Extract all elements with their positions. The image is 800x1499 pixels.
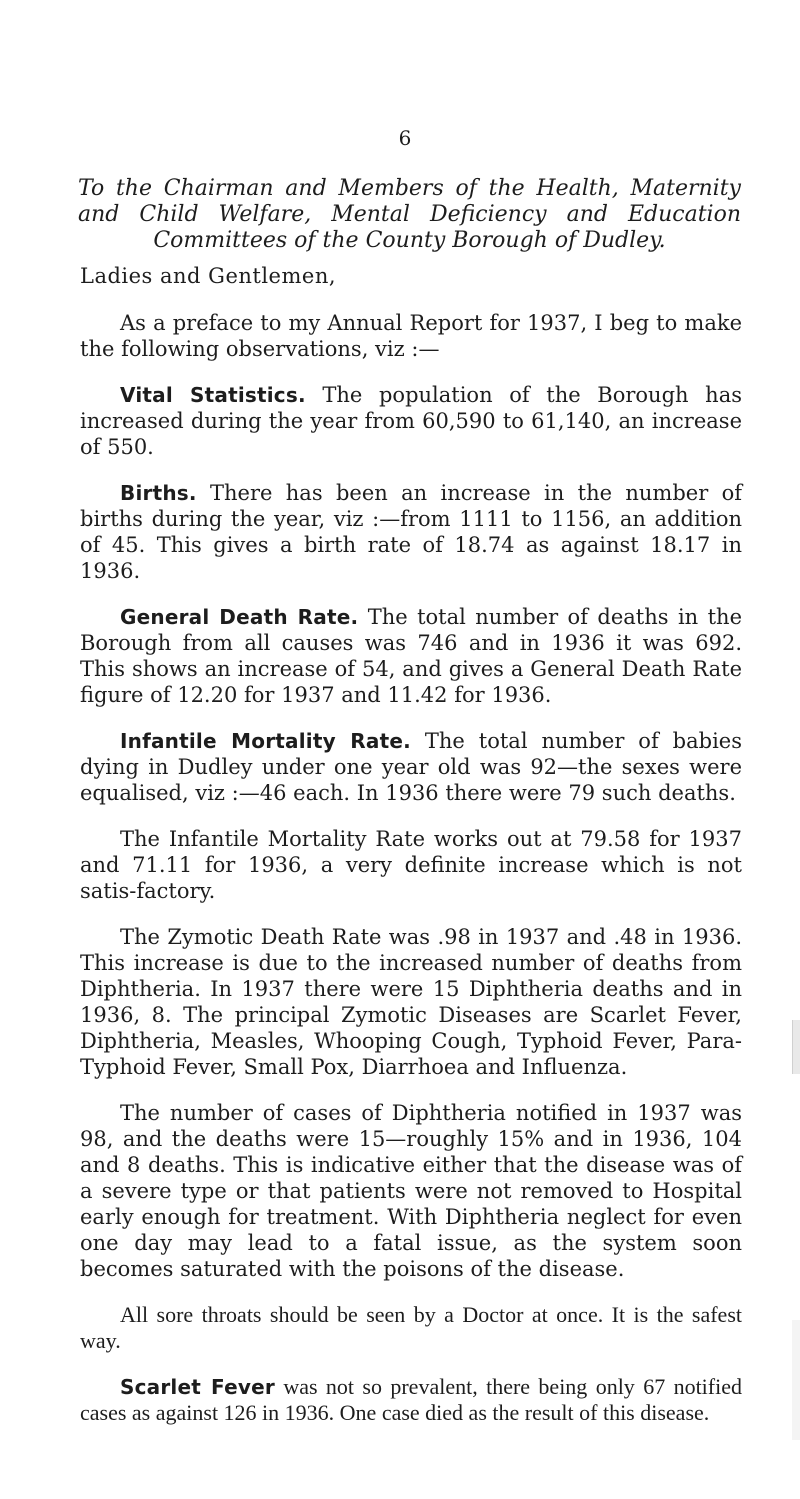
sore-throats-paragraph [80,1302,742,1354]
paragraph-text: The Zymotic Death Rate was .98 in 1937 and .48 in 1936. This increase is due to the increased number of deaths from Diphtheria. In 1937 there were 15 Diphtheria deaths and in 1936, 8. The principal Zymotic Diseases are Scarlet Fever, Diphtheria, Measles, Whooping Cough, Typhoid Fever, Para-Typhoid Fever, Small Pox, Diarrhoea and Influenza. [80,925,742,1079]
preface-paragraph [80,310,742,362]
paragraph-text: The population of the Borough has increased during the year from 60,590 to 61,140, an increase of 550. [80,383,742,459]
paragraph-text: All sore throats should be seen by a Doctor at once. It is the safest way. [80,1302,742,1353]
vital-statistics-heading: Vital Statistics. [120,383,306,407]
infantile-mortality-rate-paragraph [80,826,742,904]
infantile-mortality-heading: Infantile Mortality Rate. [120,729,411,753]
paragraph-text: There has been an increase in the number of births during the year, viz :—from 1111 to 1156, an addition of 45. This gives a birth rate of 18.74 as against 18.17 in 1936. [80,481,742,583]
zymotic-death-rate-paragraph [80,924,742,1080]
scarlet-fever-paragraph [80,1374,742,1426]
paragraph-text: The Infantile Mortality Rate works out at 79.58 for 1937 and 71.11 for 1936, a very definite increase which is not satis-factory. [80,827,742,903]
diphtheria-cases-paragraph [80,1100,742,1282]
page-edge-mark [792,1020,800,1074]
infantile-mortality-paragraph [80,728,742,806]
report-body [80,310,742,1446]
page-edge-shadow [792,1320,800,1440]
births-paragraph [80,480,742,584]
vital-statistics-paragraph [80,382,742,460]
salutation: Ladies and Gentlemen, [80,264,337,288]
general-death-rate-heading: General Death Rate. [120,605,359,629]
births-heading: Births. [120,481,197,505]
paragraph-text: The number of cases of Diphtheria notified in 1937 was 98, and the deaths were 15—roughly 15% and in 1936, 104 and 8 deaths. This is indicative either that the disease was of a severe type or that patients were not removed to Hospital early enough for treatment. With Diphtheria neglect for even one day may lead to a fatal issue, as the system soon becomes saturated with the poisons of the disease. [80,1101,742,1281]
paragraph-text: was not so prevalent, there being only 67 notified cases as against 126 in 1936. One case died as the result of this disease. [80,1374,742,1425]
paragraph-text: The total number of deaths in the Borough from all causes was 746 and in 1936 it was 692. This shows an increase of 54, and gives a General Death Rate figure of 12.20 for 1937 and 11.42 for 1936. [80,605,742,707]
paragraph-text: The total number of babies dying in Dudley under one year old was 92—the sexes were equalised, viz :—46 each. In 1936 there were 79 such deaths. [80,729,742,805]
general-death-rate-paragraph [80,604,742,708]
scarlet-fever-heading: Scarlet Fever [120,1375,275,1399]
page-number: 6 [398,126,412,150]
paragraph-text: As a preface to my Annual Report for 1937, I beg to make the following observations, viz :— [80,311,742,361]
address-to-committees: To the Chairman and Members of the Health, Maternity and Child Welfare, Mental Deficiency and Education Committees of the County Borough of Dudley. [78,176,741,253]
